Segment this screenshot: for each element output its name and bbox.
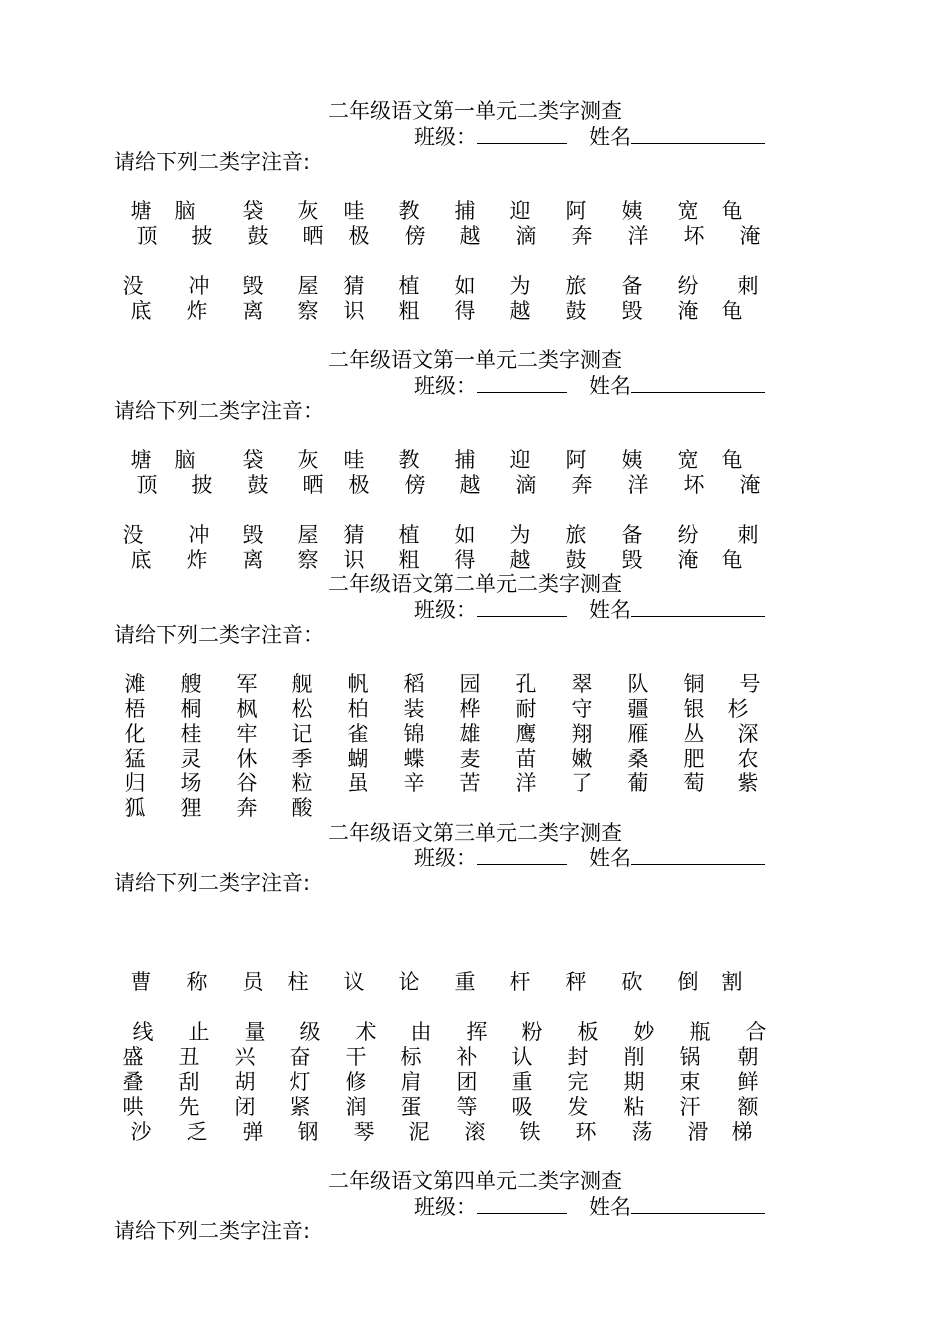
hanzi-char: 宽 (677, 448, 699, 472)
hanzi-char: 淹 (739, 224, 761, 248)
hanzi-char: 鹰 (515, 722, 537, 746)
class-label: 班级： (414, 846, 477, 870)
name-label: 姓名 (589, 1195, 631, 1219)
hanzi-char: 披 (191, 224, 213, 248)
hanzi-char: 极 (348, 224, 370, 248)
hanzi-char: 苦 (459, 771, 481, 795)
hanzi-char: 底 (130, 299, 152, 323)
hanzi-char: 桂 (180, 722, 202, 746)
hanzi-char: 员 (242, 970, 264, 994)
char-row (0, 1070, 950, 1095)
hanzi-char: 姨 (621, 448, 643, 472)
char-row (0, 1120, 950, 1145)
hanzi-char: 苗 (515, 747, 537, 771)
hanzi-char: 深 (737, 722, 759, 746)
instruction: 请给下列二类字注音: (114, 1219, 311, 1243)
class-name-line (414, 1195, 765, 1219)
char-row (0, 1020, 950, 1045)
hanzi-char: 阿 (565, 199, 587, 223)
char-row (0, 199, 950, 224)
hanzi-char: 弹 (242, 1120, 264, 1144)
hanzi-char: 灰 (297, 448, 319, 472)
hanzi-char: 紫 (737, 771, 759, 795)
section-title: 二年级语文第一单元二类字测查 (328, 348, 622, 372)
hanzi-char: 狸 (180, 796, 202, 820)
hanzi-char: 紧 (289, 1095, 311, 1119)
hanzi-char: 吸 (511, 1095, 533, 1119)
hanzi-char: 刺 (737, 523, 759, 547)
hanzi-char: 植 (398, 523, 420, 547)
hanzi-char: 备 (621, 523, 643, 547)
hanzi-char: 麦 (459, 747, 481, 771)
hanzi-char: 猜 (343, 274, 365, 298)
name-field[interactable] (631, 846, 765, 865)
name-label: 姓名 (589, 125, 631, 149)
class-label: 班级： (414, 125, 477, 149)
hanzi-char: 疆 (627, 697, 649, 721)
hanzi-char: 滩 (124, 672, 146, 696)
hanzi-char: 塘 (130, 448, 152, 472)
char-row (0, 224, 950, 249)
hanzi-char: 粉 (521, 1020, 543, 1044)
hanzi-char: 坏 (683, 473, 705, 497)
hanzi-char: 军 (236, 672, 258, 696)
hanzi-char: 屋 (297, 523, 319, 547)
hanzi-char: 称 (186, 970, 208, 994)
hanzi-char: 重 (454, 970, 476, 994)
hanzi-char: 封 (567, 1045, 589, 1069)
hanzi-char: 冲 (188, 523, 210, 547)
hanzi-char: 舰 (291, 672, 313, 696)
name-field[interactable] (631, 125, 765, 144)
hanzi-char: 铁 (519, 1120, 541, 1144)
hanzi-char: 桦 (459, 697, 481, 721)
hanzi-char: 额 (737, 1095, 759, 1119)
hanzi-char: 化 (124, 722, 146, 746)
hanzi-char: 粗 (398, 299, 420, 323)
hanzi-char: 丛 (683, 722, 705, 746)
hanzi-char: 了 (571, 771, 593, 795)
hanzi-char: 底 (130, 548, 152, 572)
hanzi-char: 奔 (571, 224, 593, 248)
hanzi-char: 肥 (683, 747, 705, 771)
char-row (0, 299, 950, 324)
class-field[interactable] (477, 374, 567, 393)
hanzi-char: 发 (567, 1095, 589, 1119)
name-field[interactable] (631, 1195, 765, 1214)
hanzi-char: 场 (180, 771, 202, 795)
hanzi-char: 鼓 (247, 224, 269, 248)
hanzi-char: 滴 (515, 224, 537, 248)
hanzi-char: 粘 (623, 1095, 645, 1119)
hanzi-char: 察 (297, 548, 319, 572)
hanzi-char: 术 (355, 1020, 377, 1044)
class-field[interactable] (477, 1195, 567, 1214)
hanzi-char: 砍 (621, 970, 643, 994)
hanzi-char: 奋 (289, 1045, 311, 1069)
hanzi-char: 宽 (677, 199, 699, 223)
hanzi-char: 植 (398, 274, 420, 298)
class-name-line (414, 125, 765, 149)
hanzi-char: 守 (571, 697, 593, 721)
hanzi-char: 锅 (679, 1045, 701, 1069)
class-label: 班级： (414, 598, 477, 622)
hanzi-char: 灰 (297, 199, 319, 223)
hanzi-char: 归 (124, 771, 146, 795)
hanzi-char: 越 (459, 473, 481, 497)
hanzi-char: 顶 (136, 473, 158, 497)
hanzi-char: 越 (459, 224, 481, 248)
section-title: 二年级语文第一单元二类字测查 (328, 99, 622, 123)
hanzi-char: 毁 (621, 299, 643, 323)
class-field[interactable] (477, 125, 567, 144)
hanzi-char: 坏 (683, 224, 705, 248)
hanzi-char: 桐 (180, 697, 202, 721)
hanzi-char: 论 (398, 970, 420, 994)
hanzi-char: 翠 (571, 672, 593, 696)
char-row (0, 722, 950, 747)
hanzi-char: 丑 (178, 1045, 200, 1069)
char-row (0, 697, 950, 722)
hanzi-char: 耐 (515, 697, 537, 721)
hanzi-char: 备 (621, 274, 643, 298)
hanzi-char: 由 (410, 1020, 432, 1044)
hanzi-char: 杆 (509, 970, 531, 994)
hanzi-char: 傍 (404, 224, 426, 248)
hanzi-char: 猛 (124, 747, 146, 771)
hanzi-char: 翔 (571, 722, 593, 746)
hanzi-char: 量 (244, 1020, 266, 1044)
hanzi-char: 牢 (236, 722, 258, 746)
hanzi-char: 洋 (515, 771, 537, 795)
hanzi-char: 虽 (347, 771, 369, 795)
hanzi-char: 干 (345, 1045, 367, 1069)
hanzi-char: 察 (297, 299, 319, 323)
hanzi-char: 胡 (234, 1070, 256, 1094)
hanzi-char: 鼓 (565, 299, 587, 323)
class-name-line (414, 598, 765, 622)
hanzi-char: 朝 (737, 1045, 759, 1069)
hanzi-char: 迎 (509, 448, 531, 472)
hanzi-char: 谷 (236, 771, 258, 795)
hanzi-char: 鲜 (737, 1070, 759, 1094)
hanzi-char: 合 (745, 1020, 767, 1044)
hanzi-char: 奔 (236, 796, 258, 820)
hanzi-char: 银 (683, 697, 705, 721)
hanzi-char: 没 (122, 523, 144, 547)
hanzi-char: 辛 (403, 771, 425, 795)
hanzi-char: 稻 (403, 672, 425, 696)
char-row (0, 1095, 950, 1120)
hanzi-char: 桑 (627, 747, 649, 771)
hanzi-char: 农 (737, 747, 759, 771)
hanzi-char: 重 (511, 1070, 533, 1094)
hanzi-char: 葡 (627, 771, 649, 795)
char-row (0, 473, 950, 498)
hanzi-char: 鼓 (565, 548, 587, 572)
hanzi-char: 线 (132, 1020, 154, 1044)
hanzi-char: 帆 (347, 672, 369, 696)
hanzi-char: 肩 (400, 1070, 422, 1094)
hanzi-char: 刮 (178, 1070, 200, 1094)
hanzi-char: 洋 (627, 224, 649, 248)
hanzi-char: 晒 (302, 473, 324, 497)
hanzi-char: 阿 (565, 448, 587, 472)
hanzi-char: 削 (623, 1045, 645, 1069)
class-field[interactable] (477, 846, 567, 865)
hanzi-char: 蛋 (400, 1095, 422, 1119)
hanzi-char: 淹 (739, 473, 761, 497)
hanzi-char: 为 (509, 523, 531, 547)
hanzi-char: 润 (345, 1095, 367, 1119)
instruction: 请给下列二类字注音： (114, 623, 324, 647)
hanzi-char: 洋 (627, 473, 649, 497)
hanzi-char: 期 (623, 1070, 645, 1094)
char-row (0, 548, 950, 573)
hanzi-char: 离 (242, 299, 264, 323)
hanzi-char: 等 (456, 1095, 478, 1119)
hanzi-char: 完 (567, 1070, 589, 1094)
hanzi-char: 猜 (343, 523, 365, 547)
hanzi-char: 倒 (677, 970, 699, 994)
hanzi-char: 越 (509, 548, 531, 572)
hanzi-char: 柏 (347, 697, 369, 721)
hanzi-char: 秤 (565, 970, 587, 994)
hanzi-char: 淹 (677, 548, 699, 572)
name-label: 姓名 (589, 598, 631, 622)
hanzi-char: 袋 (242, 448, 264, 472)
class-field[interactable] (477, 598, 567, 617)
hanzi-char: 纷 (677, 274, 699, 298)
hanzi-char: 钢 (297, 1120, 319, 1144)
hanzi-char: 蝴 (347, 747, 369, 771)
hanzi-char: 毁 (242, 274, 264, 298)
char-row (0, 523, 950, 548)
class-label: 班级： (414, 374, 477, 398)
hanzi-char: 姨 (621, 199, 643, 223)
hanzi-char: 刺 (737, 274, 759, 298)
hanzi-char: 泥 (408, 1120, 430, 1144)
class-name-line (414, 846, 765, 870)
hanzi-char: 龟 (721, 448, 743, 472)
hanzi-char: 识 (343, 548, 365, 572)
char-row (0, 1045, 950, 1070)
hanzi-char: 梧 (124, 697, 146, 721)
hanzi-char: 荡 (631, 1120, 653, 1144)
hanzi-char: 狐 (124, 796, 146, 820)
name-field[interactable] (631, 598, 765, 617)
hanzi-char: 嫩 (571, 747, 593, 771)
hanzi-char: 灯 (289, 1070, 311, 1094)
hanzi-char: 教 (398, 199, 420, 223)
hanzi-char: 离 (242, 548, 264, 572)
hanzi-char: 冲 (188, 274, 210, 298)
char-row (0, 771, 950, 796)
hanzi-char: 标 (400, 1045, 422, 1069)
hanzi-char: 滴 (515, 473, 537, 497)
hanzi-char: 汗 (679, 1095, 701, 1119)
hanzi-char: 如 (454, 274, 476, 298)
char-row (0, 274, 950, 299)
hanzi-char: 纷 (677, 523, 699, 547)
hanzi-char: 休 (236, 747, 258, 771)
hanzi-char: 琴 (353, 1120, 375, 1144)
hanzi-char: 脑 (174, 448, 196, 472)
hanzi-char: 乏 (186, 1120, 208, 1144)
hanzi-char: 迎 (509, 199, 531, 223)
hanzi-char: 补 (456, 1045, 478, 1069)
hanzi-char: 雁 (627, 722, 649, 746)
hanzi-char: 蝶 (403, 747, 425, 771)
hanzi-char: 炸 (186, 299, 208, 323)
hanzi-char: 修 (345, 1070, 367, 1094)
class-label: 班级： (414, 1195, 477, 1219)
hanzi-char: 龟 (721, 299, 743, 323)
hanzi-char: 妙 (633, 1020, 655, 1044)
hanzi-char: 滑 (687, 1120, 709, 1144)
hanzi-char: 捕 (454, 199, 476, 223)
hanzi-char: 顶 (136, 224, 158, 248)
hanzi-char: 雀 (347, 722, 369, 746)
hanzi-char: 捕 (454, 448, 476, 472)
hanzi-char: 挥 (466, 1020, 488, 1044)
hanzi-char: 叠 (122, 1070, 144, 1094)
hanzi-char: 松 (291, 697, 313, 721)
hanzi-char: 滚 (464, 1120, 486, 1144)
hanzi-char: 袋 (242, 199, 264, 223)
hanzi-char: 萄 (683, 771, 705, 795)
hanzi-char: 没 (122, 274, 144, 298)
hanzi-char: 龟 (721, 199, 743, 223)
hanzi-char: 傍 (404, 473, 426, 497)
hanzi-char: 粒 (291, 771, 313, 795)
hanzi-char: 议 (343, 970, 365, 994)
hanzi-char: 雄 (459, 722, 481, 746)
hanzi-char: 毁 (242, 523, 264, 547)
char-row (0, 672, 950, 697)
name-label: 姓名 (589, 846, 631, 870)
hanzi-char: 旅 (565, 274, 587, 298)
hanzi-char: 得 (454, 299, 476, 323)
hanzi-char: 为 (509, 274, 531, 298)
hanzi-char: 兴 (234, 1045, 256, 1069)
hanzi-char: 屋 (297, 274, 319, 298)
hanzi-char: 板 (577, 1020, 599, 1044)
hanzi-char: 束 (679, 1070, 701, 1094)
hanzi-char: 哇 (343, 199, 365, 223)
hanzi-char: 割 (721, 970, 743, 994)
section-title: 二年级语文第四单元二类字测查 (328, 1169, 622, 1193)
hanzi-char: 级 (299, 1020, 321, 1044)
hanzi-char: 艘 (180, 672, 202, 696)
hanzi-char: 教 (398, 448, 420, 472)
hanzi-char: 枫 (236, 697, 258, 721)
hanzi-char: 瓶 (689, 1020, 711, 1044)
hanzi-char: 锦 (403, 722, 425, 746)
class-name-line (414, 374, 765, 398)
hanzi-char: 队 (627, 672, 649, 696)
hanzi-char: 哄 (122, 1095, 144, 1119)
hanzi-char: 旅 (565, 523, 587, 547)
section-title: 二年级语文第二单元二类字测查 (328, 572, 622, 596)
hanzi-char: 团 (456, 1070, 478, 1094)
section-title: 二年级语文第三单元二类字测查 (328, 821, 622, 845)
hanzi-char: 灵 (180, 747, 202, 771)
hanzi-char: 越 (509, 299, 531, 323)
name-label: 姓名 (589, 374, 631, 398)
hanzi-char: 孔 (515, 672, 537, 696)
hanzi-char: 园 (459, 672, 481, 696)
char-row (0, 970, 950, 995)
hanzi-char: 淹 (677, 299, 699, 323)
hanzi-char: 季 (291, 747, 313, 771)
hanzi-char: 塘 (130, 199, 152, 223)
char-row (0, 448, 950, 473)
hanzi-char: 鼓 (247, 473, 269, 497)
hanzi-char: 装 (403, 697, 425, 721)
instruction: 请给下列二类字注音： (114, 399, 324, 423)
hanzi-char: 披 (191, 473, 213, 497)
hanzi-char: 先 (178, 1095, 200, 1119)
hanzi-char: 龟 (721, 548, 743, 572)
hanzi-char: 记 (291, 722, 313, 746)
hanzi-char: 认 (511, 1045, 533, 1069)
hanzi-char: 盛 (122, 1045, 144, 1069)
hanzi-char: 脑 (174, 199, 196, 223)
char-row (0, 747, 950, 772)
hanzi-char: 毁 (621, 548, 643, 572)
hanzi-char: 识 (343, 299, 365, 323)
char-row (0, 796, 950, 821)
hanzi-char: 炸 (186, 548, 208, 572)
hanzi-char: 晒 (302, 224, 324, 248)
instruction: 请给下列二类字注音: (114, 150, 311, 174)
hanzi-char: 铜 (683, 672, 705, 696)
hanzi-char: 沙 (130, 1120, 152, 1144)
hanzi-char: 如 (454, 523, 476, 547)
hanzi-char: 号 (739, 672, 761, 696)
hanzi-char: 环 (575, 1120, 597, 1144)
hanzi-char: 止 (188, 1020, 210, 1044)
hanzi-char: 柱 (287, 970, 309, 994)
hanzi-char: 杉 (727, 697, 749, 721)
instruction: 请给下列二类字注音: (114, 871, 311, 895)
hanzi-char: 极 (348, 473, 370, 497)
hanzi-char: 曹 (130, 970, 152, 994)
name-field[interactable] (631, 374, 765, 393)
hanzi-char: 酸 (291, 796, 313, 820)
hanzi-char: 梯 (731, 1120, 753, 1144)
hanzi-char: 闭 (234, 1095, 256, 1119)
hanzi-char: 粗 (398, 548, 420, 572)
hanzi-char: 奔 (571, 473, 593, 497)
hanzi-char: 哇 (343, 448, 365, 472)
hanzi-char: 得 (454, 548, 476, 572)
